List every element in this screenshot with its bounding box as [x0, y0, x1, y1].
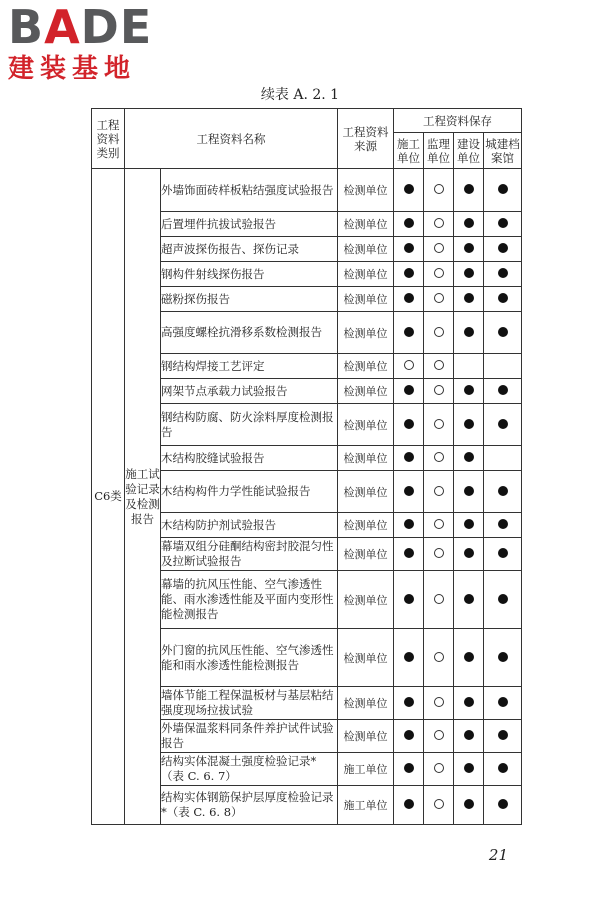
hollow-circle-icon — [434, 763, 444, 773]
storage-cell — [424, 237, 454, 262]
filled-circle-icon — [498, 548, 508, 558]
filled-circle-icon — [404, 293, 414, 303]
filled-circle-icon — [464, 799, 474, 809]
filled-circle-icon — [464, 763, 474, 773]
storage-cell — [454, 404, 484, 446]
header-name: 工程资料名称 — [125, 109, 338, 169]
storage-cell — [424, 379, 454, 404]
record-source: 施工单位 — [338, 786, 394, 825]
hollow-circle-icon — [434, 697, 444, 707]
record-name: 磁粉探伤报告 — [161, 287, 338, 312]
logo-wordmark — [8, 0, 178, 54]
record-source: 检测单位 — [338, 262, 394, 287]
header-storage-col: 建设单位 — [454, 133, 484, 169]
hollow-circle-icon — [434, 184, 444, 194]
filled-circle-icon — [464, 184, 474, 194]
record-name: 钢结构焊接工艺评定 — [161, 354, 338, 379]
filled-circle-icon — [404, 799, 414, 809]
records-table — [91, 108, 522, 825]
storage-cell — [424, 629, 454, 687]
header-storage-col: 城建档案馆 — [484, 133, 522, 169]
storage-cell — [454, 169, 484, 212]
hollow-circle-icon — [434, 486, 444, 496]
filled-circle-icon — [498, 594, 508, 604]
filled-circle-icon — [404, 519, 414, 529]
filled-circle-icon — [464, 486, 474, 496]
header-source: 工程资料来源 — [338, 109, 394, 169]
record-name: 钢结构防腐、防火涂料厚度检测报告 — [161, 404, 338, 446]
storage-cell — [454, 446, 484, 471]
storage-cell — [394, 169, 424, 212]
filled-circle-icon — [404, 452, 414, 462]
filled-circle-icon — [498, 763, 508, 773]
hollow-circle-icon — [404, 360, 414, 370]
storage-cell — [484, 571, 522, 629]
filled-circle-icon — [498, 218, 508, 228]
storage-cell — [484, 212, 522, 237]
storage-cell — [454, 753, 484, 786]
filled-circle-icon — [498, 486, 508, 496]
filled-circle-icon — [464, 385, 474, 395]
storage-cell — [394, 237, 424, 262]
storage-cell — [424, 471, 454, 513]
storage-cell — [454, 471, 484, 513]
filled-circle-icon — [464, 594, 474, 604]
filled-circle-icon — [464, 697, 474, 707]
storage-cell — [424, 720, 454, 753]
storage-cell — [484, 629, 522, 687]
storage-cell — [394, 753, 424, 786]
storage-cell — [394, 212, 424, 237]
header-storage-col: 施工单位 — [394, 133, 424, 169]
hollow-circle-icon — [434, 419, 444, 429]
record-source: 检测单位 — [338, 538, 394, 571]
storage-cell — [454, 237, 484, 262]
storage-cell — [424, 753, 454, 786]
record-source: 检测单位 — [338, 237, 394, 262]
storage-cell — [484, 262, 522, 287]
filled-circle-icon — [404, 419, 414, 429]
storage-cell — [394, 513, 424, 538]
hollow-circle-icon — [434, 385, 444, 395]
hollow-circle-icon — [434, 594, 444, 604]
storage-cell — [484, 404, 522, 446]
storage-cell — [484, 287, 522, 312]
subcategory-cell: 施工试验记录及检测报告 — [125, 169, 161, 825]
storage-cell — [424, 538, 454, 571]
filled-circle-icon — [498, 293, 508, 303]
filled-circle-icon — [404, 385, 414, 395]
storage-cell — [454, 212, 484, 237]
record-source: 检测单位 — [338, 212, 394, 237]
storage-cell — [394, 629, 424, 687]
record-source: 检测单位 — [338, 312, 394, 354]
record-source: 检测单位 — [338, 404, 394, 446]
storage-cell — [484, 237, 522, 262]
table-caption: 续表 A. 2. 1 — [260, 87, 340, 103]
filled-circle-icon — [404, 327, 414, 337]
storage-cell — [424, 354, 454, 379]
record-source: 检测单位 — [338, 687, 394, 720]
record-name: 幕墙的抗风压性能、空气渗透性能、雨水渗透性能及平面内变形性能检测报告 — [161, 571, 338, 629]
filled-circle-icon — [404, 652, 414, 662]
storage-cell — [394, 404, 424, 446]
storage-cell — [484, 471, 522, 513]
filled-circle-icon — [498, 385, 508, 395]
filled-circle-icon — [498, 268, 508, 278]
filled-circle-icon — [498, 419, 508, 429]
storage-cell — [454, 262, 484, 287]
filled-circle-icon — [464, 419, 474, 429]
filled-circle-icon — [498, 730, 508, 740]
filled-circle-icon — [464, 730, 474, 740]
hollow-circle-icon — [434, 548, 444, 558]
record-name: 结构实体钢筋保护层厚度检验记录*（表 C. 6. 8） — [161, 786, 338, 825]
storage-cell — [454, 538, 484, 571]
storage-cell — [484, 513, 522, 538]
hollow-circle-icon — [434, 799, 444, 809]
storage-cell — [484, 312, 522, 354]
filled-circle-icon — [498, 697, 508, 707]
storage-cell — [394, 262, 424, 287]
filled-circle-icon — [404, 268, 414, 278]
hollow-circle-icon — [434, 652, 444, 662]
records-body — [92, 169, 522, 825]
filled-circle-icon — [404, 184, 414, 194]
filled-circle-icon — [498, 799, 508, 809]
storage-cell — [424, 786, 454, 825]
storage-cell — [424, 312, 454, 354]
record-name: 结构实体混凝土强度检验记录*（表 C. 6. 7） — [161, 753, 338, 786]
filled-circle-icon — [404, 594, 414, 604]
storage-cell — [454, 687, 484, 720]
filled-circle-icon — [404, 730, 414, 740]
storage-cell — [424, 212, 454, 237]
hollow-circle-icon — [434, 268, 444, 278]
hollow-circle-icon — [434, 730, 444, 740]
storage-cell — [424, 169, 454, 212]
record-source: 检测单位 — [338, 446, 394, 471]
storage-cell — [394, 287, 424, 312]
storage-cell — [484, 687, 522, 720]
filled-circle-icon — [464, 243, 474, 253]
storage-cell — [454, 513, 484, 538]
storage-cell — [454, 287, 484, 312]
record-source: 检测单位 — [338, 629, 394, 687]
record-name: 幕墙双组分硅酮结构密封胶混匀性及拉断试验报告 — [161, 538, 338, 571]
record-name: 超声波探伤报告、探伤记录 — [161, 237, 338, 262]
header-storage-col: 监理单位 — [424, 133, 454, 169]
filled-circle-icon — [498, 243, 508, 253]
storage-cell — [454, 629, 484, 687]
storage-cell — [394, 312, 424, 354]
storage-cell — [484, 379, 522, 404]
record-source: 检测单位 — [338, 571, 394, 629]
storage-cell — [424, 571, 454, 629]
record-source: 检测单位 — [338, 471, 394, 513]
record-source: 检测单位 — [338, 169, 394, 212]
filled-circle-icon — [464, 268, 474, 278]
logo-letter-a: A — [44, 0, 81, 54]
record-name: 外墙保温浆料同条件养护试件试验报告 — [161, 720, 338, 753]
filled-circle-icon — [498, 519, 508, 529]
record-name: 钢构件射线探伤报告 — [161, 262, 338, 287]
hollow-circle-icon — [434, 452, 444, 462]
logo-letter-b: B — [8, 0, 45, 54]
storage-cell — [454, 786, 484, 825]
storage-cell — [424, 404, 454, 446]
filled-circle-icon — [464, 452, 474, 462]
record-name: 木结构胶缝试验报告 — [161, 446, 338, 471]
storage-cell — [484, 446, 522, 471]
record-source: 检测单位 — [338, 354, 394, 379]
filled-circle-icon — [464, 218, 474, 228]
record-name: 墙体节能工程保温板材与基层粘结强度现场拉拔试验 — [161, 687, 338, 720]
storage-cell — [394, 446, 424, 471]
storage-cell — [424, 287, 454, 312]
record-source: 检测单位 — [338, 720, 394, 753]
storage-cell — [484, 538, 522, 571]
filled-circle-icon — [464, 548, 474, 558]
storage-cell — [424, 446, 454, 471]
header-category: 工程资料类别 — [92, 109, 125, 169]
record-name: 外门窗的抗风压性能、空气渗透性能和雨水渗透性能检测报告 — [161, 629, 338, 687]
page-number: 21 — [488, 846, 508, 864]
record-name: 外墙饰面砖样板粘结强度试验报告 — [161, 169, 338, 212]
filled-circle-icon — [464, 293, 474, 303]
storage-cell — [424, 687, 454, 720]
storage-cell — [454, 571, 484, 629]
filled-circle-icon — [464, 327, 474, 337]
hollow-circle-icon — [434, 519, 444, 529]
hollow-circle-icon — [434, 293, 444, 303]
storage-cell — [484, 354, 522, 379]
storage-cell — [394, 471, 424, 513]
filled-circle-icon — [404, 218, 414, 228]
header-storage: 工程资料保存 — [394, 109, 522, 133]
storage-cell — [484, 786, 522, 825]
storage-cell — [394, 354, 424, 379]
record-name: 高强度螺栓抗滑移系数检测报告 — [161, 312, 338, 354]
record-source: 施工单位 — [338, 753, 394, 786]
filled-circle-icon — [498, 184, 508, 194]
storage-cell — [424, 513, 454, 538]
storage-cell — [394, 720, 424, 753]
record-source: 检测单位 — [338, 379, 394, 404]
storage-cell — [454, 379, 484, 404]
storage-cell — [394, 687, 424, 720]
hollow-circle-icon — [434, 360, 444, 370]
storage-cell — [424, 262, 454, 287]
storage-cell — [394, 786, 424, 825]
storage-cell — [454, 720, 484, 753]
filled-circle-icon — [404, 243, 414, 253]
filled-circle-icon — [404, 486, 414, 496]
filled-circle-icon — [498, 652, 508, 662]
storage-cell — [394, 571, 424, 629]
brand-logo — [8, 0, 178, 84]
logo-letters-de: DE — [80, 0, 153, 54]
storage-cell — [484, 720, 522, 753]
filled-circle-icon — [464, 519, 474, 529]
record-source: 检测单位 — [338, 513, 394, 538]
hollow-circle-icon — [434, 218, 444, 228]
storage-cell — [484, 169, 522, 212]
storage-cell — [484, 753, 522, 786]
record-source: 检测单位 — [338, 287, 394, 312]
filled-circle-icon — [498, 327, 508, 337]
record-name: 网架节点承载力试验报告 — [161, 379, 338, 404]
record-name: 木结构构件力学性能试验报告 — [161, 471, 338, 513]
storage-cell — [454, 354, 484, 379]
table-row — [92, 169, 522, 212]
storage-cell — [454, 312, 484, 354]
filled-circle-icon — [404, 763, 414, 773]
record-name: 后置埋件抗拔试验报告 — [161, 212, 338, 237]
filled-circle-icon — [464, 652, 474, 662]
storage-cell — [394, 379, 424, 404]
hollow-circle-icon — [434, 327, 444, 337]
storage-cell — [394, 538, 424, 571]
record-name: 木结构防护剂试验报告 — [161, 513, 338, 538]
hollow-circle-icon — [434, 243, 444, 253]
filled-circle-icon — [404, 548, 414, 558]
logo-subtitle: 建装基地 — [8, 54, 137, 84]
filled-circle-icon — [404, 697, 414, 707]
category-cell: C6类 — [92, 169, 125, 825]
